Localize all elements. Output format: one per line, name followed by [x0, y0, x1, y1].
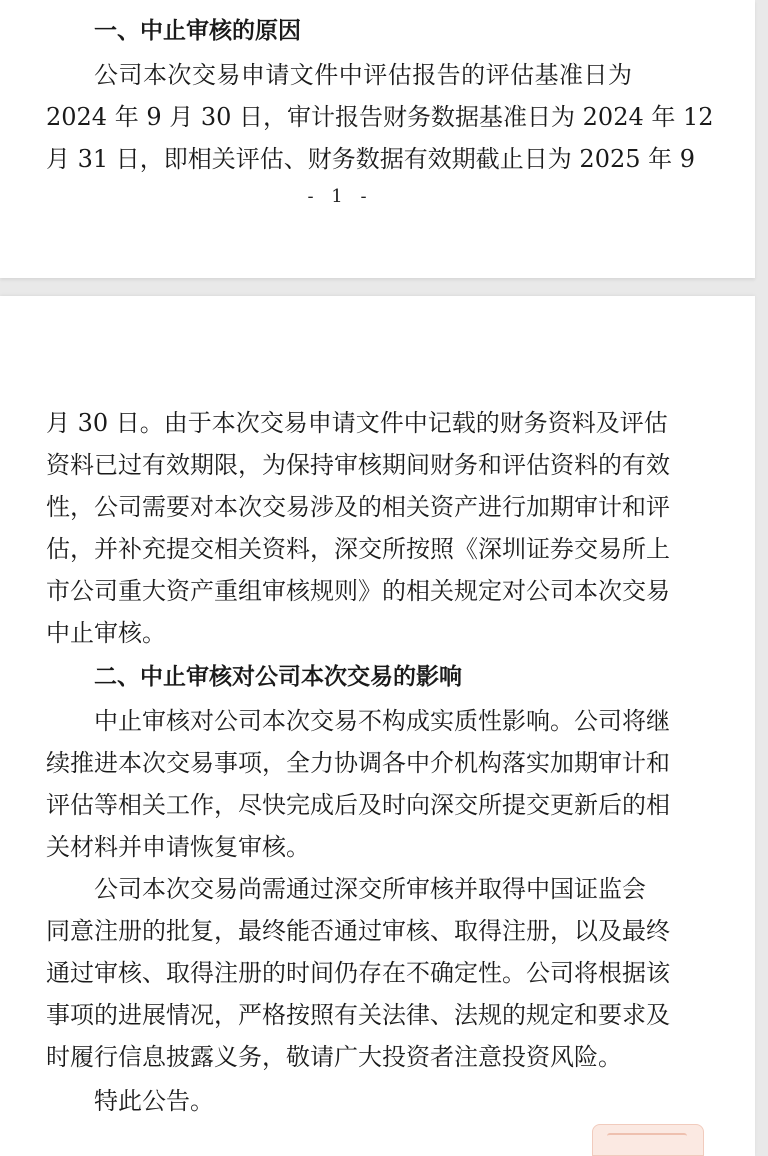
closing-text: 特此公告。 [94, 1087, 214, 1115]
body-text-line: 同意注册的批复，最终能否通过审核、取得注册，以及最终 [46, 917, 670, 945]
body-text-line: 评估等相关工作，尽快完成后及时向深交所提交更新后的相 [46, 791, 670, 819]
body-text-line: 估，并补充提交相关资料，深交所按照《深圳证券交易所上 [46, 535, 670, 563]
body-text-line: 关材料并申请恢复审核。 [46, 833, 310, 861]
body-text-line: 公司本次交易尚需通过深交所审核并取得中国证监会 [94, 875, 646, 903]
seal-stamp-fragment [592, 1124, 704, 1156]
body-text-line: 中止审核对公司本次交易不构成实质性影响。公司将继 [94, 707, 670, 735]
body-text-line: 中止审核。 [46, 619, 166, 647]
section-heading-1: 一、中止审核的原因 [94, 18, 301, 44]
document-page-1 [0, 0, 755, 278]
body-text-line: 续推进本次交易事项，全力协调各中介机构落实加期审计和 [46, 749, 670, 777]
document-page-2 [0, 296, 755, 1156]
page-number: - 1 - [307, 186, 373, 207]
body-text-line: 资料已过有效期限，为保持审核期间财务和评估资料的有效 [46, 451, 670, 479]
section-heading-2: 二、中止审核对公司本次交易的影响 [94, 664, 462, 690]
body-text-line: 时履行信息披露义务，敬请广大投资者注意投资风险。 [46, 1043, 622, 1071]
body-text-line: 事项的进展情况，严格按照有关法律、法规的规定和要求及 [46, 1001, 670, 1029]
body-text-line: 通过审核、取得注册的时间仍存在不确定性。公司将根据该 [46, 959, 670, 987]
body-text-line: 市公司重大资产重组审核规则》的相关规定对公司本次交易 [46, 577, 670, 605]
body-text-line: 月 31 日，即相关评估、财务数据有效期截止日为 2025 年 9 [46, 145, 696, 173]
body-text-line: 公司本次交易申请文件中评估报告的评估基准日为 [94, 61, 632, 89]
body-text-line: 月 30 日。由于本次交易申请文件中记载的财务资料及评估 [46, 409, 668, 437]
body-text-line: 性，公司需要对本次交易涉及的相关资产进行加期审计和评 [46, 493, 670, 521]
body-text-line: 2024 年 9 月 30 日，审计报告财务数据基准日为 2024 年 12 [46, 103, 714, 131]
